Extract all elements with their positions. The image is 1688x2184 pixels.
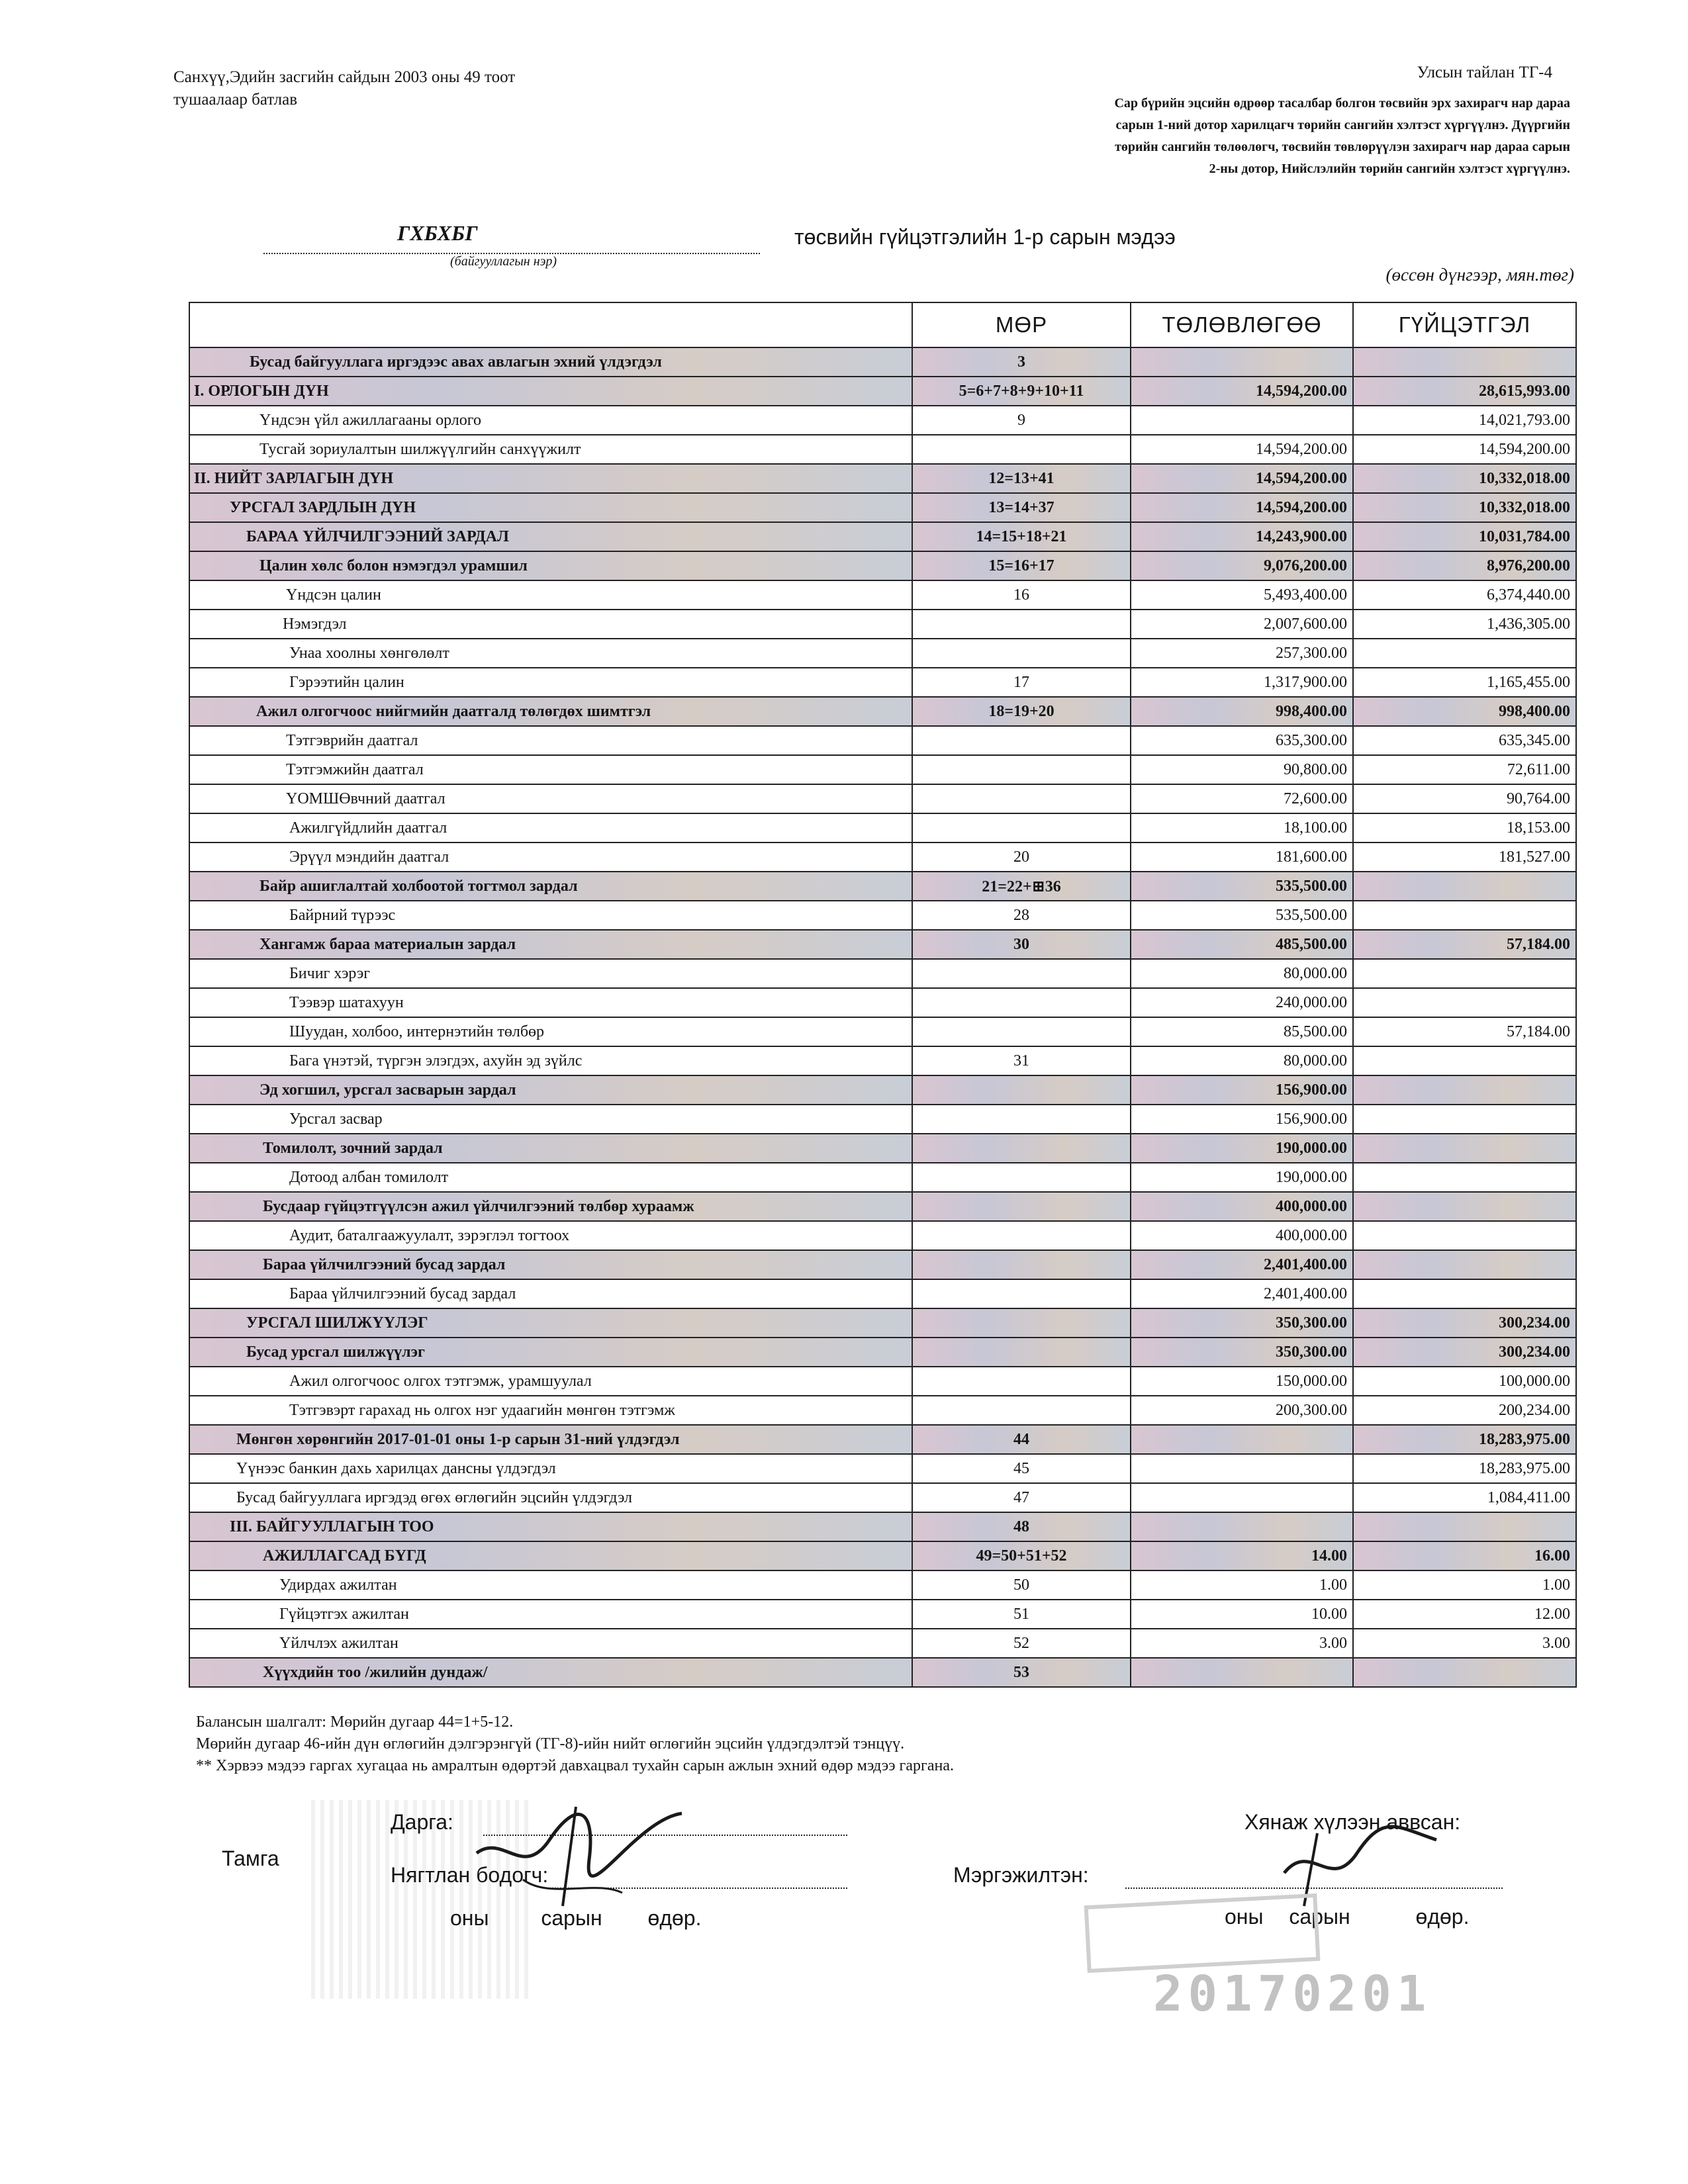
day-label: өдөр. (1415, 1905, 1470, 1929)
header-name (189, 302, 912, 347)
row-code: 16 (912, 580, 1131, 610)
row-plan: 14,594,200.00 (1131, 377, 1353, 406)
row-plan (1131, 1454, 1353, 1483)
row-plan: 85,500.00 (1131, 1017, 1353, 1046)
table-row (189, 959, 1576, 988)
row-name: Удирдах ажилтан (189, 1570, 912, 1600)
row-plan: 80,000.00 (1131, 959, 1353, 988)
row-plan: 200,300.00 (1131, 1396, 1353, 1425)
row-actual (1353, 1075, 1576, 1105)
table-row (189, 901, 1576, 930)
table-row (189, 1454, 1576, 1483)
table-row (189, 755, 1576, 784)
row-code (912, 1396, 1131, 1425)
row-actual (1353, 988, 1576, 1017)
director-signature-scribble (463, 1780, 715, 1913)
row-code (912, 1105, 1131, 1134)
instruction-line: Сар бүрийн эцсийн өдрөөр тасалбар болгон төсвийн эрх захирагч нар дараа (1114, 96, 1570, 111)
row-plan: 1,317,900.00 (1131, 668, 1353, 697)
footnote: Балансын шалгалт: Мөрийн дугаар 44=1+5-12. (196, 1713, 514, 1731)
row-actual (1353, 901, 1576, 930)
row-actual (1353, 1046, 1576, 1075)
row-code (912, 1338, 1131, 1367)
row-plan: 90,800.00 (1131, 755, 1353, 784)
row-plan: 350,300.00 (1131, 1338, 1353, 1367)
row-name: II. НИЙТ ЗАРЛАГЫН ДҮН (189, 464, 912, 493)
row-name: Бусад урсгал шилжүүлэг (189, 1338, 912, 1367)
row-name: Тусгай зориулалтын шилжүүлгийн санхүүжилт (189, 435, 912, 464)
row-name: АЖИЛЛАГСАД БҮГД (189, 1541, 912, 1570)
row-code: 14=15+18+21 (912, 522, 1131, 551)
row-name: Нэмэгдэл (189, 610, 912, 639)
row-plan: 1.00 (1131, 1570, 1353, 1600)
table-row (189, 668, 1576, 697)
row-name: Ажил олгогчоос олгох тэтгэмж, урамшуулал (189, 1367, 912, 1396)
row-actual: 18,283,975.00 (1353, 1454, 1576, 1483)
row-code: 21=22+⊞36 (912, 872, 1131, 901)
row-name: Томилолт, зочний зардал (189, 1134, 912, 1163)
row-code: 51 (912, 1600, 1131, 1629)
specialist-signature-line (1125, 1888, 1503, 1889)
table-row (189, 1134, 1576, 1163)
table-row (189, 1396, 1576, 1425)
table-row (189, 1017, 1576, 1046)
row-code: 12=13+41 (912, 464, 1131, 493)
row-code (912, 784, 1131, 813)
row-actual: 12.00 (1353, 1600, 1576, 1629)
row-plan: 240,000.00 (1131, 988, 1353, 1017)
row-code: 49=50+51+52 (912, 1541, 1131, 1570)
row-plan: 181,600.00 (1131, 842, 1353, 872)
row-actual: 300,234.00 (1353, 1338, 1576, 1367)
table-row (189, 464, 1576, 493)
table-row (189, 493, 1576, 522)
row-plan: 635,300.00 (1131, 726, 1353, 755)
organization-name: ГХБХБГ (397, 221, 478, 245)
row-actual: 1,165,455.00 (1353, 668, 1576, 697)
row-code: 31 (912, 1046, 1131, 1075)
row-code: 15=16+17 (912, 551, 1131, 580)
row-code (912, 1279, 1131, 1308)
row-code: 9 (912, 406, 1131, 435)
report-code: Улсын тайлан ТГ-4 (1417, 64, 1552, 81)
row-plan: 72,600.00 (1131, 784, 1353, 813)
table-row (189, 930, 1576, 959)
row-name: Үндсэн цалин (189, 580, 912, 610)
row-actual: 16.00 (1353, 1541, 1576, 1570)
table-row (189, 1658, 1576, 1687)
row-name: Хүүхдийн тоо /жилийн дундаж/ (189, 1658, 912, 1687)
table-row (189, 435, 1576, 464)
instruction-line: сарын 1-ний дотор харилцагч төрийн сангийн хэлтэст хүргүүлнэ. Дүүргийн (1115, 118, 1570, 132)
table-row (189, 347, 1576, 377)
row-plan (1131, 1658, 1353, 1687)
row-code (912, 1367, 1131, 1396)
row-actual (1353, 1163, 1576, 1192)
table-row (189, 639, 1576, 668)
row-name: Бусад байгууллага иргэдэд өгөх өглөгийн эцсийн үлдэгдэл (189, 1483, 912, 1512)
table-row (189, 1046, 1576, 1075)
row-actual: 3.00 (1353, 1629, 1576, 1658)
row-name: Эрүүл мэндийн даатгал (189, 842, 912, 872)
table-row (189, 813, 1576, 842)
row-code (912, 435, 1131, 464)
table-row (189, 1250, 1576, 1279)
row-code (912, 1163, 1131, 1192)
row-name: Үйлчлэх ажилтан (189, 1629, 912, 1658)
row-plan: 9,076,200.00 (1131, 551, 1353, 580)
table-row (189, 1570, 1576, 1600)
row-name: Гүйцэтгэх ажилтан (189, 1600, 912, 1629)
row-code: 48 (912, 1512, 1131, 1541)
row-name: Бараа үйлчилгээний бусад зардал (189, 1279, 912, 1308)
header-plan: ТӨЛӨВЛӨГӨӨ (1131, 302, 1353, 347)
day-label: өдөр. (647, 1906, 702, 1930)
table-row (189, 842, 1576, 872)
row-actual (1353, 1279, 1576, 1308)
row-actual: 181,527.00 (1353, 842, 1576, 872)
row-plan (1131, 1512, 1353, 1541)
approval-note (173, 66, 515, 111)
row-plan: 14,243,900.00 (1131, 522, 1353, 551)
row-plan: 350,300.00 (1131, 1308, 1353, 1338)
row-name: Үндсэн үйл ажиллагааны орлого (189, 406, 912, 435)
row-code (912, 988, 1131, 1017)
month-label: сарын (541, 1906, 602, 1930)
row-actual (1353, 1105, 1576, 1134)
table-row (189, 988, 1576, 1017)
row-actual (1353, 1250, 1576, 1279)
row-name: Байрний түрээс (189, 901, 912, 930)
row-plan: 10.00 (1131, 1600, 1353, 1629)
director-label: Дарга: (391, 1810, 453, 1834)
row-actual: 10,332,018.00 (1353, 493, 1576, 522)
table-body (189, 347, 1576, 1687)
table-row (189, 1192, 1576, 1221)
row-name: Тэтгэмжийн даатгал (189, 755, 912, 784)
row-name: Ажил олгогчоос нийгмийн даатгалд төлөгдөх шимтгэл (189, 697, 912, 726)
row-name: Үүнээс банкин дахь харилцах дансны үлдэгдэл (189, 1454, 912, 1483)
row-actual: 300,234.00 (1353, 1308, 1576, 1338)
row-plan: 150,000.00 (1131, 1367, 1353, 1396)
row-actual (1353, 1134, 1576, 1163)
row-plan: 14,594,200.00 (1131, 435, 1353, 464)
table-row (189, 610, 1576, 639)
row-actual: 1,084,411.00 (1353, 1483, 1576, 1512)
table-row (189, 580, 1576, 610)
row-plan: 400,000.00 (1131, 1221, 1353, 1250)
specialist-label: Мэргэжилтэн: (953, 1863, 1089, 1887)
footnotes (196, 1711, 954, 1777)
row-plan: 535,500.00 (1131, 872, 1353, 901)
footnote: Мөрийн дугаар 46-ийн дүн өглөгийн дэлгэрэнгүй (ТГ-8)-ийн нийт өглөгийн эцсийн үлдэгдэлтэй тэнцүү. (196, 1735, 905, 1752)
row-name: Байр ашиглалтай холбоотой тогтмол зардал (189, 872, 912, 901)
row-code: 3 (912, 347, 1131, 377)
row-code: 17 (912, 668, 1131, 697)
footnote: ** Хэрвээ мэдээ гаргах хугацаа нь амралтын өдөртэй давхацвал тухайн сарын ажлын эхний өдөр мэдээ гаргана. (196, 1757, 955, 1774)
row-name: Шуудан, холбоо, интернэтийн төлбөр (189, 1017, 912, 1046)
units-note: (өссөн дүнгээр, мян.төг) (1385, 265, 1574, 285)
row-code: 30 (912, 930, 1131, 959)
row-code (912, 1221, 1131, 1250)
row-plan: 2,401,400.00 (1131, 1250, 1353, 1279)
row-plan: 18,100.00 (1131, 813, 1353, 842)
row-actual: 635,345.00 (1353, 726, 1576, 755)
row-code (912, 1134, 1131, 1163)
row-plan: 14.00 (1131, 1541, 1353, 1570)
row-name: Хангамж бараа материалын зардал (189, 930, 912, 959)
received-label: Хянаж хүлээн аввсан: (1244, 1810, 1461, 1834)
row-name: Гэрээтийн цалин (189, 668, 912, 697)
approval-line-1: Санхүү,Эдийн засгийн сайдын 2003 оны 49 тоот (173, 68, 516, 86)
row-name: Цалин хөлс болон нэмэгдэл урамшил (189, 551, 912, 580)
row-actual: 18,153.00 (1353, 813, 1576, 842)
row-plan: 535,500.00 (1131, 901, 1353, 930)
row-name: Унаа хоолны хөнгөлөлт (189, 639, 912, 668)
row-name: Аудит, баталгаажуулалт, зэрэглэл тогтоох (189, 1221, 912, 1250)
row-code: 13=14+37 (912, 493, 1131, 522)
row-name: Тэтгэвэрт гарахад нь олгох нэг удаагийн мөнгөн тэтгэмж (189, 1396, 912, 1425)
row-actual: 18,283,975.00 (1353, 1425, 1576, 1454)
received-stamp-frame (1084, 1893, 1321, 1973)
row-actual (1353, 872, 1576, 901)
row-code: 50 (912, 1570, 1131, 1600)
row-actual: 10,031,784.00 (1353, 522, 1576, 551)
row-code: 20 (912, 842, 1131, 872)
received-date-stamp: 20170201 (1153, 1966, 1432, 2023)
year-label: оны (450, 1906, 489, 1930)
table-row (189, 1105, 1576, 1134)
row-name: I. ОРЛОГЫН ДҮН (189, 377, 912, 406)
table-row (189, 784, 1576, 813)
row-code: 5=6+7+8+9+10+11 (912, 377, 1131, 406)
table-row (189, 1425, 1576, 1454)
table-header-row (189, 302, 1576, 347)
row-plan: 80,000.00 (1131, 1046, 1353, 1075)
row-plan (1131, 1425, 1353, 1454)
table-row (189, 1512, 1576, 1541)
table-row (189, 1541, 1576, 1570)
table-row (189, 377, 1576, 406)
report-title: төсвийн гүйцэтгэлийн 1-р сарын мэдээ (794, 225, 1176, 249)
row-plan: 400,000.00 (1131, 1192, 1353, 1221)
row-plan: 156,900.00 (1131, 1105, 1353, 1134)
row-plan: 2,401,400.00 (1131, 1279, 1353, 1308)
row-actual: 90,764.00 (1353, 784, 1576, 813)
row-actual: 200,234.00 (1353, 1396, 1576, 1425)
row-code: 18=19+20 (912, 697, 1131, 726)
row-actual: 1.00 (1353, 1570, 1576, 1600)
table-row (189, 726, 1576, 755)
row-plan (1131, 1483, 1353, 1512)
table-row (189, 1600, 1576, 1629)
row-name: Эд хогшил, урсгал засварын зардал (189, 1075, 912, 1105)
row-actual (1353, 959, 1576, 988)
row-actual (1353, 1658, 1576, 1687)
table-row (189, 697, 1576, 726)
row-plan: 485,500.00 (1131, 930, 1353, 959)
row-actual: 6,374,440.00 (1353, 580, 1576, 610)
table-row (189, 1308, 1576, 1338)
row-actual (1353, 347, 1576, 377)
row-name: Бараа үйлчилгээний бусад зардал (189, 1250, 912, 1279)
row-code (912, 1075, 1131, 1105)
budget-table (189, 302, 1577, 1688)
header-row-code: МӨР (912, 302, 1131, 347)
org-name-line (263, 226, 760, 254)
row-plan: 3.00 (1131, 1629, 1353, 1658)
row-name: УРСГАЛ ЗАРДЛЫН ДҮН (189, 493, 912, 522)
row-plan: 2,007,600.00 (1131, 610, 1353, 639)
row-name: Дотоод албан томилолт (189, 1163, 912, 1192)
row-code (912, 755, 1131, 784)
row-actual: 8,976,200.00 (1353, 551, 1576, 580)
row-actual: 72,611.00 (1353, 755, 1576, 784)
instruction-line: төрийн сангийн төлөөлөгч, төсвийн төвлөрүүлэн захирагч нар дараа сарын (1115, 140, 1570, 154)
table-row (189, 1483, 1576, 1512)
row-name: Бичиг хэрэг (189, 959, 912, 988)
row-plan (1131, 406, 1353, 435)
row-actual (1353, 1221, 1576, 1250)
row-actual (1353, 1192, 1576, 1221)
row-plan: 190,000.00 (1131, 1163, 1353, 1192)
row-code: 52 (912, 1629, 1131, 1658)
row-name: Урсгал засвар (189, 1105, 912, 1134)
row-code (912, 813, 1131, 842)
row-code: 45 (912, 1454, 1131, 1483)
row-plan: 998,400.00 (1131, 697, 1353, 726)
table-row (189, 522, 1576, 551)
row-code (912, 1250, 1131, 1279)
row-code (912, 1017, 1131, 1046)
row-code: 28 (912, 901, 1131, 930)
table-row (189, 1279, 1576, 1308)
row-actual: 14,021,793.00 (1353, 406, 1576, 435)
row-plan: 14,594,200.00 (1131, 464, 1353, 493)
instruction-line: 2-ны дотор, Нийслэлийн төрийн сангийн хэлтэст хүргүүлнэ. (1209, 161, 1570, 176)
approval-line-2: тушаалаар батлав (173, 91, 298, 109)
row-actual: 100,000.00 (1353, 1367, 1576, 1396)
table-row (189, 1629, 1576, 1658)
submission-instructions (974, 93, 1570, 180)
row-plan: 5,493,400.00 (1131, 580, 1353, 610)
row-plan (1131, 347, 1353, 377)
row-name: Тээвэр шатахуун (189, 988, 912, 1017)
row-name: III. БАЙГУУЛЛАГЫН ТОО (189, 1512, 912, 1541)
row-code (912, 639, 1131, 668)
row-code (912, 610, 1131, 639)
row-actual: 57,184.00 (1353, 930, 1576, 959)
table-row (189, 1367, 1576, 1396)
row-code (912, 959, 1131, 988)
table-row (189, 872, 1576, 901)
row-code: 44 (912, 1425, 1131, 1454)
row-name: БАРАА ҮЙЛЧИЛГЭЭНИЙ ЗАРДАЛ (189, 522, 912, 551)
row-actual: 28,615,993.00 (1353, 377, 1576, 406)
row-name: Ажилгүйдлийн даатгал (189, 813, 912, 842)
table-row (189, 1221, 1576, 1250)
row-code: 47 (912, 1483, 1131, 1512)
row-code: 53 (912, 1658, 1131, 1687)
row-code (912, 726, 1131, 755)
table-row (189, 551, 1576, 580)
row-actual: 57,184.00 (1353, 1017, 1576, 1046)
row-name: Тэтгэврийн даатгал (189, 726, 912, 755)
table-row (189, 1163, 1576, 1192)
year-label: оны (1225, 1905, 1264, 1929)
table-row (189, 406, 1576, 435)
row-name: Бусад байгууллага иргэдээс авах авлагын эхний үлдэгдэл (189, 347, 912, 377)
row-plan: 156,900.00 (1131, 1075, 1353, 1105)
row-code (912, 1308, 1131, 1338)
accountant-label: Нягтлан бодогч: (391, 1863, 549, 1887)
row-name: Мөнгөн хөрөнгийн 2017-01-01 оны 1-р сарын 31-ний үлдэгдэл (189, 1425, 912, 1454)
stamp-label: Тамга (222, 1846, 279, 1870)
row-name: ҮОМШӨвчний даатгал (189, 784, 912, 813)
row-code (912, 1192, 1131, 1221)
table-row (189, 1338, 1576, 1367)
row-plan: 14,594,200.00 (1131, 493, 1353, 522)
row-actual (1353, 1512, 1576, 1541)
row-name: Бусдаар гүйцэтгүүлсэн ажил үйлчилгээний төлбөр хураамж (189, 1192, 912, 1221)
row-name: Бага үнэтэй, түргэн элэгдэх, ахуйн эд зүйлс (189, 1046, 912, 1075)
organization-caption: (байгууллагын нэр) (450, 254, 557, 269)
header-actual: ГҮЙЦЭТГЭЛ (1353, 302, 1576, 347)
row-name: УРСГАЛ ШИЛЖҮҮЛЭГ (189, 1308, 912, 1338)
month-label: сарын (1289, 1905, 1350, 1929)
row-plan: 190,000.00 (1131, 1134, 1353, 1163)
row-actual: 14,594,200.00 (1353, 435, 1576, 464)
row-actual: 1,436,305.00 (1353, 610, 1576, 639)
row-actual (1353, 639, 1576, 668)
row-actual: 998,400.00 (1353, 697, 1576, 726)
table-row (189, 1075, 1576, 1105)
row-actual: 10,332,018.00 (1353, 464, 1576, 493)
row-plan: 257,300.00 (1131, 639, 1353, 668)
